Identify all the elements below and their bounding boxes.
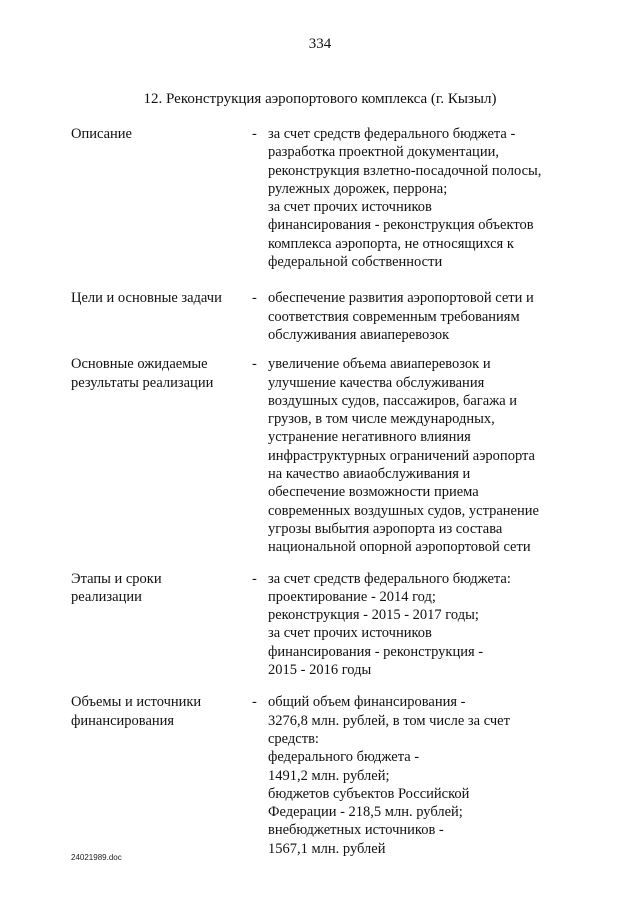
value-line: за счет средств федерального бюджета: [268,570,511,587]
row-label [71,693,246,730]
dash: - [252,290,257,307]
row-label [71,289,246,307]
value-line: разработка проектной документации, [268,144,499,161]
value-line: инфраструктурных ограничений аэропорта [268,447,535,464]
value-line: реконструкция - 2015 - 2017 годы; [268,607,479,624]
label-line: результаты реализации [71,374,214,391]
row-value [268,570,598,680]
passport-table [0,125,640,858]
value-line: обеспечение возможности приема [268,484,479,501]
value-line: грузов, в том числе международных, [268,411,495,428]
label-line: Цели и основные задачи [71,290,222,307]
row-label [71,355,246,392]
value-line: современных воздушных судов, устранение [268,502,539,519]
value-line: национальной опорной аэропортовой сети [268,539,531,556]
value-line: улучшение качества обслуживания [268,374,485,391]
value-line: обеспечение развития аэропортовой сети и [268,290,534,307]
value-line: бюджетов субъектов Российской [268,785,470,802]
row-expected-results [0,355,640,556]
value-line: финансирования - реконструкция - [268,643,484,660]
value-line: на качество авиаобслуживания и [268,466,471,483]
value-line: 1567,1 млн. рублей [268,840,386,857]
value-line: внебюджетных источников - [268,822,444,839]
dash: - [252,694,257,711]
label-line: финансирования [71,712,175,729]
value-line: проектирование - 2014 год; [268,588,436,605]
dash: - [252,356,257,373]
value-line: увеличение объема авиаперевозок и [268,356,491,373]
label-line: реализации [71,588,142,605]
row-value [268,289,598,344]
row-label [71,570,246,607]
value-line: федеральной собственности [268,254,443,271]
label-line: Объемы и источники [71,694,202,711]
value-line: угрозы выбытия аэропорта из состава [268,520,503,537]
row-value [268,693,598,858]
row-stages-and-terms [0,570,640,680]
value-line: обслуживания авиаперевозок [268,326,450,343]
value-line: федерального бюджета - [268,749,420,766]
value-line: за счет средств федерального бюджета - [268,126,516,142]
section-title: 12. Реконструкция аэропортового комплекса (г. Кызыл) [143,91,497,107]
value-line: средств: [268,730,319,747]
row-value [268,355,598,556]
value-line: соответствия современным требованиям [268,308,520,325]
value-line: общий объем финансирования - [268,694,466,711]
value-line: за счет прочих источников [268,199,432,216]
value-line: рулежных дорожек, перрона; [268,180,448,197]
value-line: Федерации - 218,5 млн. рублей; [268,804,463,821]
row-goals [0,289,640,344]
dash: - [252,126,257,142]
row-description [0,125,640,271]
value-line: устранение негативного влияния [268,429,471,446]
value-line: воздушных судов, пассажиров, багажа и [268,392,518,409]
label-line: Основные ожидаемые [71,356,208,373]
row-label [71,125,246,143]
row-funding-volumes [0,693,640,858]
document-filename: 24021989.doc [71,853,122,862]
label-line: Описание [71,126,132,142]
value-line: 1491,2 млн. рублей; [268,767,390,784]
value-line: 3276,8 млн. рублей, в том числе за счет [268,712,510,729]
value-line: финансирования - реконструкция объектов [268,217,534,234]
dash: - [252,570,257,587]
page-number: 334 [308,36,332,52]
row-value [268,125,598,271]
label-line: Этапы и сроки [71,570,162,587]
value-line: комплекса аэропорта, не относящихся к [268,235,514,252]
value-line: 2015 - 2016 годы [268,662,372,679]
value-line: реконструкция взлетно-посадочной полосы, [268,162,542,179]
value-line: за счет прочих источников [268,625,432,642]
